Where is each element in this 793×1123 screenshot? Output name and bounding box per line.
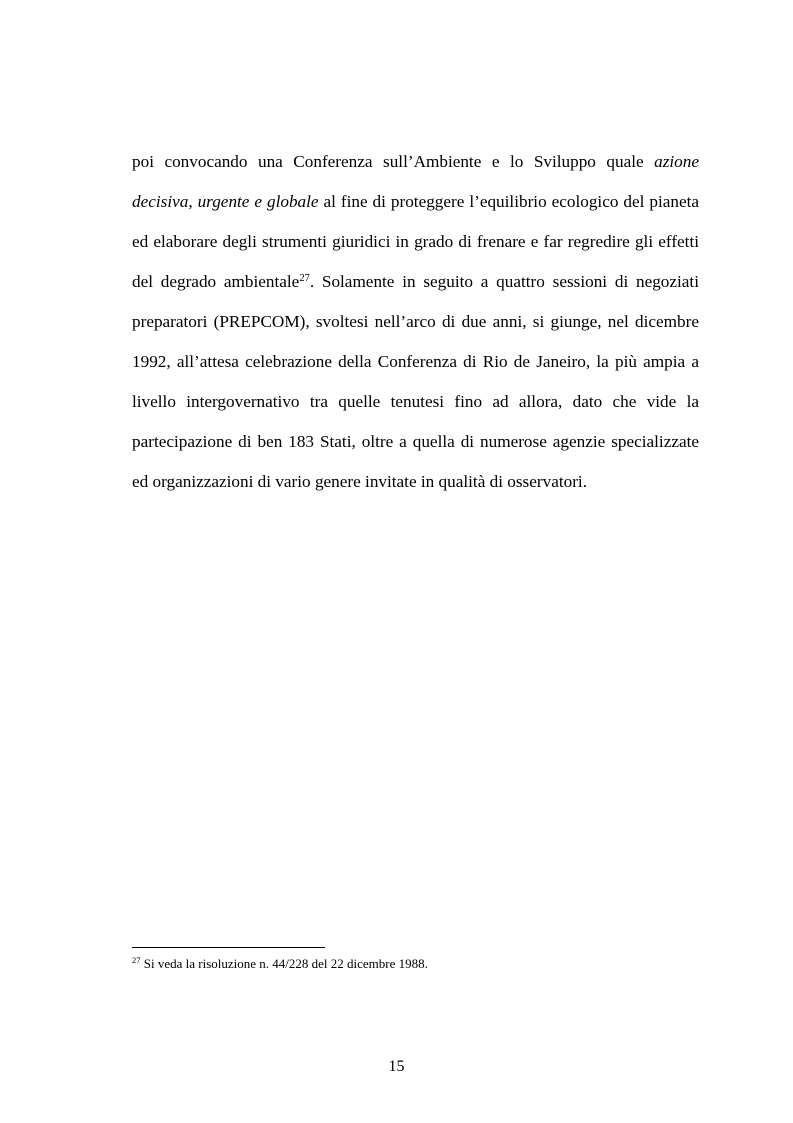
footnote-text: Si veda la risoluzione n. 44/228 del 22 dicembre 1988. [140, 956, 428, 971]
body-line-2 [132, 192, 699, 212]
body-line-3: ed elaborare degli strumenti giuridici in grado di frenare e far regredire gli effetti [132, 232, 699, 251]
body-line-4 [132, 272, 699, 292]
footnote-reference[interactable]: 27 [299, 273, 310, 284]
body-line-9: ed organizzazioni di vario genere invitate in qualità di osservatori. [132, 472, 587, 491]
footnote-mark: 27 [132, 955, 141, 965]
page-number: 15 [388, 1058, 405, 1075]
body-text: al fine di proteggere l’equilibrio ecologico del pianeta [318, 192, 699, 211]
body-text: del degrado ambientale [132, 272, 300, 291]
body-line-8: partecipazione di ben 183 Stati, oltre a quella di numerose agenzie specializzate [132, 432, 699, 451]
body-text: . Solamente in seguito a quattro sessioni di negoziati [309, 272, 699, 291]
footnote-divider [132, 947, 325, 948]
footnote [132, 956, 428, 972]
body-line-5: preparatori (PREPCOM), svoltesi nell’arco di due anni, si giunge, nel dicembre [132, 312, 699, 331]
body-text: poi convocando una Conferenza sull’Ambiente e lo Sviluppo quale [132, 152, 655, 171]
body-line-6: 1992, all’attesa celebrazione della Conferenza di Rio de Janeiro, la più ampia a [132, 352, 699, 371]
body-line-7: livello intergovernativo tra quelle tenutesi fino ad allora, dato che vide la [132, 392, 699, 411]
body-line-1 [132, 152, 699, 172]
italic-text: decisiva, urgente e globale [132, 192, 319, 211]
italic-text: azione [654, 152, 699, 171]
